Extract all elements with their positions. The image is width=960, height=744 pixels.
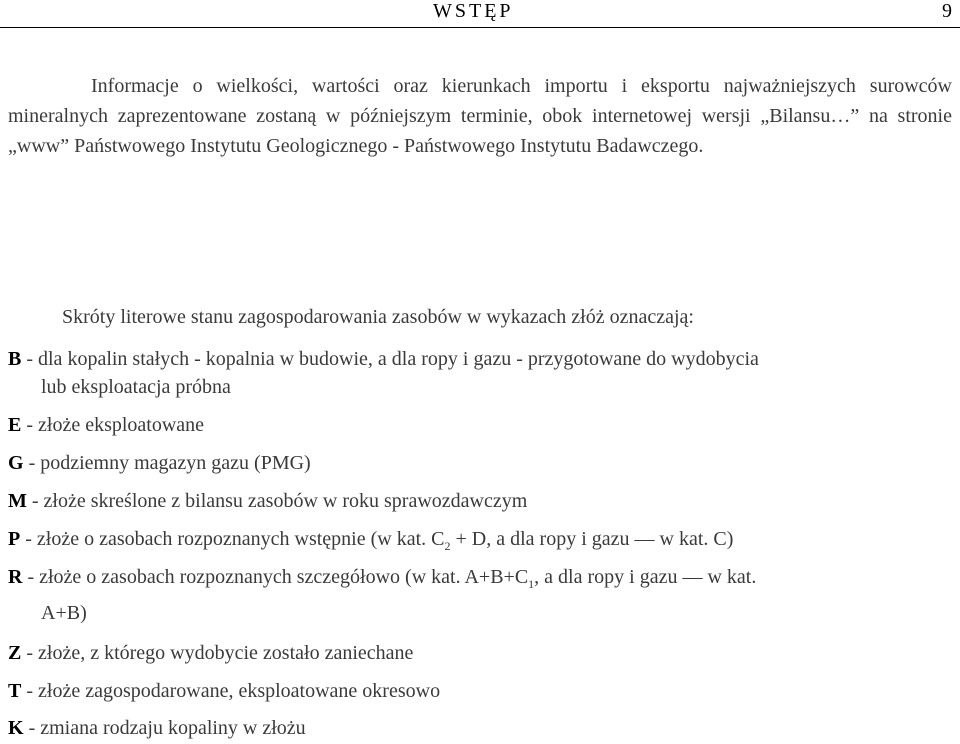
entry-text: + D, a dla ropy i gazu — w kat. C) [450, 528, 734, 550]
abbreviation-entry-k [8, 714, 952, 742]
abbreviation-entry-p [8, 525, 952, 553]
abbreviation-entry-z [8, 639, 952, 667]
abbreviation-entry-t [8, 677, 952, 705]
header-title: WSTĘP [433, 0, 514, 22]
abbreviations-heading: Skróty literowe stanu zagospodarowania zasobów w wykazach złóż oznaczają: [62, 306, 694, 328]
entry-code: E [8, 414, 22, 436]
abbreviation-entry-b [8, 345, 952, 401]
entry-code: R [8, 566, 23, 588]
page-header [0, 0, 960, 28]
entry-text: - złoże, z którego wydobycie zostało zaniechane [21, 642, 414, 664]
entry-text: - złoże o zasobach rozpoznanych szczegółowo (w kat. A+B+C [22, 566, 529, 588]
entry-code: K [8, 717, 24, 739]
subscript: 1 [528, 577, 535, 591]
intro-paragraph: Informacje o wielkości, wartości oraz kierunkach importu i eksportu najważniejszych surowców mineralnych zaprezentowane zostaną w późniejszym terminie, obok internetowej wersji „Bilansu…” na stronie „www” Państwowego Instytutu Geologicznego - Państwowego Instytutu Badawczego. [8, 75, 952, 157]
entry-code: Z [8, 642, 22, 664]
entry-text: - złoże o zasobach rozpoznanych wstępnie (w kat. C [20, 528, 445, 550]
entry-text: - złoże zagospodarowane, eksploatowane okresowo [21, 680, 441, 702]
entry-text: - złoże skreślone z bilansu zasobów w roku sprawozdawczym [26, 490, 528, 512]
entry-text: - dla kopalin stałych - kopalnia w budowie, a dla ropy i gazu - przygotowane do wydobycia [21, 348, 759, 370]
abbreviation-entry-m [8, 487, 952, 515]
abbreviation-entry-r [8, 563, 952, 627]
entry-continuation: lub eksploatacja próbna [41, 376, 231, 398]
entry-code: M [8, 490, 27, 512]
entry-text: , a dla ropy i gazu — w kat. [534, 566, 757, 588]
subscript: 2 [444, 539, 451, 553]
page-number: 9 [942, 0, 952, 22]
entry-text: - złoże eksploatowane [21, 414, 205, 436]
header-divider [0, 27, 960, 28]
entry-text: - podziemny magazyn gazu (PMG) [23, 452, 311, 474]
entry-code: P [8, 528, 21, 550]
entry-continuation: A+B) [41, 602, 87, 624]
entry-text: - zmiana rodzaju kopaliny w złożu [23, 717, 306, 739]
entry-code: G [8, 452, 24, 474]
abbreviation-entry-e [8, 411, 952, 439]
entry-code: B [8, 348, 22, 370]
entry-code: T [8, 680, 22, 702]
abbreviation-entry-g [8, 449, 952, 477]
